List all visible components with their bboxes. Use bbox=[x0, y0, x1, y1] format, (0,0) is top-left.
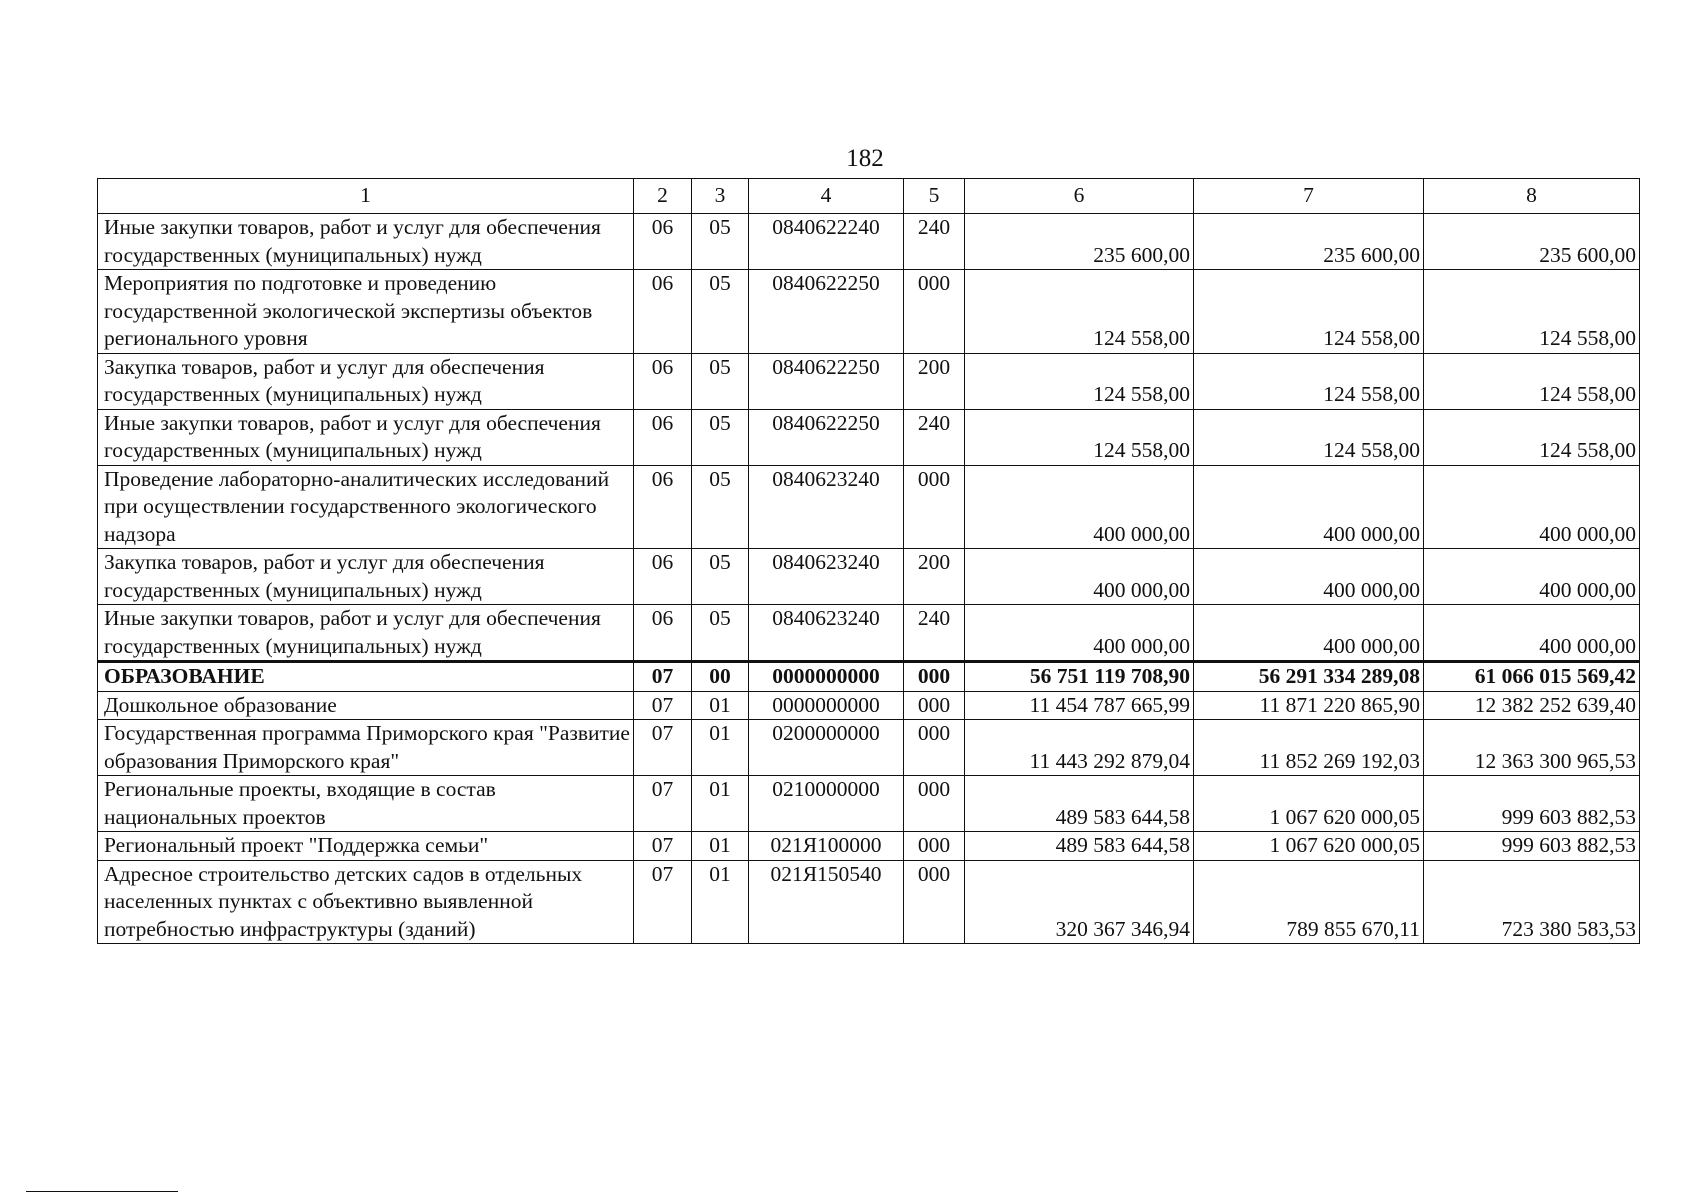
footnote-separator bbox=[26, 1191, 178, 1192]
row-subsection-cell: 05 bbox=[692, 353, 749, 409]
row-target-article-cell: 021Я100000 bbox=[749, 832, 904, 861]
table-row bbox=[98, 832, 1640, 861]
row-amount-7-cell: 124 558,00 bbox=[1194, 353, 1424, 409]
table-row bbox=[98, 353, 1640, 409]
row-target-article-cell: 0000000000 bbox=[749, 662, 904, 692]
row-amount-7-cell: 11 871 220 865,90 bbox=[1194, 691, 1424, 720]
row-section-cell: 06 bbox=[634, 353, 692, 409]
row-name-cell: Иные закупки товаров, работ и услуг для обеспечения государственных (муниципальных) нужд bbox=[98, 409, 634, 465]
row-amount-6-cell: 489 583 644,58 bbox=[965, 832, 1194, 861]
row-expense-type-cell: 000 bbox=[904, 832, 965, 861]
row-target-article-cell: 0840622250 bbox=[749, 409, 904, 465]
header-cell-7: 7 bbox=[1194, 179, 1424, 214]
row-amount-8-cell: 124 558,00 bbox=[1424, 353, 1640, 409]
budget-table bbox=[97, 178, 1640, 944]
row-section-cell: 07 bbox=[634, 776, 692, 832]
row-name-cell: Закупка товаров, работ и услуг для обеспечения государственных (муниципальных) нужд bbox=[98, 353, 634, 409]
table-row bbox=[98, 214, 1640, 270]
table-row bbox=[98, 409, 1640, 465]
row-amount-8-cell: 723 380 583,53 bbox=[1424, 860, 1640, 944]
row-subsection-cell: 01 bbox=[692, 832, 749, 861]
row-subsection-cell: 01 bbox=[692, 776, 749, 832]
row-amount-7-cell: 1 067 620 000,05 bbox=[1194, 832, 1424, 861]
row-target-article-cell: 0840623240 bbox=[749, 465, 904, 549]
row-amount-6-cell: 124 558,00 bbox=[965, 270, 1194, 354]
row-subsection-cell: 05 bbox=[692, 214, 749, 270]
row-amount-7-cell: 400 000,00 bbox=[1194, 465, 1424, 549]
row-amount-6-cell: 124 558,00 bbox=[965, 409, 1194, 465]
row-subsection-cell: 05 bbox=[692, 270, 749, 354]
row-section-cell: 07 bbox=[634, 662, 692, 692]
row-target-article-cell: 0200000000 bbox=[749, 720, 904, 776]
row-amount-8-cell: 61 066 015 569,42 bbox=[1424, 662, 1640, 692]
row-name-cell: Мероприятия по подготовке и проведению государственной экологической экспертизы объектов регионального уровня bbox=[98, 270, 634, 354]
row-target-article-cell: 0840623240 bbox=[749, 549, 904, 605]
row-amount-8-cell: 400 000,00 bbox=[1424, 605, 1640, 662]
table-row bbox=[98, 691, 1640, 720]
row-amount-7-cell: 789 855 670,11 bbox=[1194, 860, 1424, 944]
row-amount-7-cell: 400 000,00 bbox=[1194, 549, 1424, 605]
row-amount-6-cell: 489 583 644,58 bbox=[965, 776, 1194, 832]
row-section-cell: 07 bbox=[634, 860, 692, 944]
row-amount-7-cell: 56 291 334 289,08 bbox=[1194, 662, 1424, 692]
row-section-cell: 06 bbox=[634, 465, 692, 549]
row-amount-7-cell: 1 067 620 000,05 bbox=[1194, 776, 1424, 832]
header-row bbox=[98, 179, 1640, 214]
row-amount-7-cell: 11 852 269 192,03 bbox=[1194, 720, 1424, 776]
row-amount-7-cell: 124 558,00 bbox=[1194, 270, 1424, 354]
row-amount-6-cell: 11 454 787 665,99 bbox=[965, 691, 1194, 720]
header-cell-3: 3 bbox=[692, 179, 749, 214]
row-name-cell: Закупка товаров, работ и услуг для обеспечения государственных (муниципальных) нужд bbox=[98, 549, 634, 605]
row-amount-8-cell: 124 558,00 bbox=[1424, 409, 1640, 465]
row-section-cell: 06 bbox=[634, 409, 692, 465]
row-expense-type-cell: 240 bbox=[904, 605, 965, 662]
row-amount-6-cell: 11 443 292 879,04 bbox=[965, 720, 1194, 776]
row-amount-8-cell: 999 603 882,53 bbox=[1424, 832, 1640, 861]
row-name-cell: Проведение лабораторно-аналитических исследований при осуществлении государственного экологического надзора bbox=[98, 465, 634, 549]
row-expense-type-cell: 000 bbox=[904, 465, 965, 549]
row-expense-type-cell: 000 bbox=[904, 270, 965, 354]
row-name-cell: Иные закупки товаров, работ и услуг для обеспечения государственных (муниципальных) нужд bbox=[98, 605, 634, 662]
row-amount-6-cell: 400 000,00 bbox=[965, 605, 1194, 662]
table-row bbox=[98, 270, 1640, 354]
row-target-article-cell: 0840622240 bbox=[749, 214, 904, 270]
row-amount-8-cell: 400 000,00 bbox=[1424, 549, 1640, 605]
row-expense-type-cell: 200 bbox=[904, 353, 965, 409]
page-number: 182 bbox=[846, 145, 884, 172]
row-section-cell: 06 bbox=[634, 214, 692, 270]
row-subsection-cell: 00 bbox=[692, 662, 749, 692]
row-subsection-cell: 05 bbox=[692, 465, 749, 549]
table-row bbox=[98, 860, 1640, 944]
row-section-cell: 06 bbox=[634, 549, 692, 605]
row-amount-6-cell: 56 751 119 708,90 bbox=[965, 662, 1194, 692]
row-amount-6-cell: 124 558,00 bbox=[965, 353, 1194, 409]
row-section-cell: 06 bbox=[634, 605, 692, 662]
header-cell-4: 4 bbox=[749, 179, 904, 214]
row-name-cell: Региональные проекты, входящие в состав национальных проектов bbox=[98, 776, 634, 832]
row-amount-6-cell: 235 600,00 bbox=[965, 214, 1194, 270]
row-amount-7-cell: 124 558,00 bbox=[1194, 409, 1424, 465]
row-subsection-cell: 01 bbox=[692, 691, 749, 720]
row-target-article-cell: 0210000000 bbox=[749, 776, 904, 832]
row-subsection-cell: 05 bbox=[692, 549, 749, 605]
row-subsection-cell: 01 bbox=[692, 860, 749, 944]
row-section-cell: 07 bbox=[634, 691, 692, 720]
header-cell-2: 2 bbox=[634, 179, 692, 214]
row-target-article-cell: 0840622250 bbox=[749, 270, 904, 354]
row-section-cell: 07 bbox=[634, 832, 692, 861]
table-row bbox=[98, 465, 1640, 549]
row-section-cell: 06 bbox=[634, 270, 692, 354]
header-cell-6: 6 bbox=[965, 179, 1194, 214]
row-target-article-cell: 0000000000 bbox=[749, 691, 904, 720]
row-name-cell: ОБРАЗОВАНИЕ bbox=[98, 662, 634, 692]
table-row bbox=[98, 605, 1640, 662]
row-name-cell: Государственная программа Приморского края "Развитие образования Приморского края" bbox=[98, 720, 634, 776]
row-subsection-cell: 01 bbox=[692, 720, 749, 776]
row-amount-8-cell: 400 000,00 bbox=[1424, 465, 1640, 549]
table-row bbox=[98, 776, 1640, 832]
row-name-cell: Региональный проект "Поддержка семьи" bbox=[98, 832, 634, 861]
row-subsection-cell: 05 bbox=[692, 605, 749, 662]
header-cell-8: 8 bbox=[1424, 179, 1640, 214]
row-amount-8-cell: 999 603 882,53 bbox=[1424, 776, 1640, 832]
row-target-article-cell: 0840622250 bbox=[749, 353, 904, 409]
header-cell-1: 1 bbox=[98, 179, 634, 214]
header-cell-5: 5 bbox=[904, 179, 965, 214]
row-amount-8-cell: 12 382 252 639,40 bbox=[1424, 691, 1640, 720]
row-amount-8-cell: 12 363 300 965,53 bbox=[1424, 720, 1640, 776]
row-expense-type-cell: 240 bbox=[904, 409, 965, 465]
row-name-cell: Адресное строительство детских садов в отдельных населенных пунктах с объективно выявленной потребностью инфраструктуры (зданий) bbox=[98, 860, 634, 944]
row-name-cell: Иные закупки товаров, работ и услуг для обеспечения государственных (муниципальных) нужд bbox=[98, 214, 634, 270]
row-subsection-cell: 05 bbox=[692, 409, 749, 465]
row-expense-type-cell: 240 bbox=[904, 214, 965, 270]
table-row bbox=[98, 662, 1640, 692]
row-expense-type-cell: 200 bbox=[904, 549, 965, 605]
row-amount-8-cell: 124 558,00 bbox=[1424, 270, 1640, 354]
row-amount-6-cell: 320 367 346,94 bbox=[965, 860, 1194, 944]
row-amount-8-cell: 235 600,00 bbox=[1424, 214, 1640, 270]
row-expense-type-cell: 000 bbox=[904, 860, 965, 944]
row-amount-7-cell: 400 000,00 bbox=[1194, 605, 1424, 662]
row-amount-6-cell: 400 000,00 bbox=[965, 465, 1194, 549]
table-row bbox=[98, 549, 1640, 605]
row-target-article-cell: 021Я150540 bbox=[749, 860, 904, 944]
row-expense-type-cell: 000 bbox=[904, 776, 965, 832]
row-section-cell: 07 bbox=[634, 720, 692, 776]
row-amount-7-cell: 235 600,00 bbox=[1194, 214, 1424, 270]
row-name-cell: Дошкольное образование bbox=[98, 691, 634, 720]
table-body bbox=[98, 179, 1640, 944]
row-amount-6-cell: 400 000,00 bbox=[965, 549, 1194, 605]
row-expense-type-cell: 000 bbox=[904, 662, 965, 692]
row-expense-type-cell: 000 bbox=[904, 691, 965, 720]
row-expense-type-cell: 000 bbox=[904, 720, 965, 776]
table-row bbox=[98, 720, 1640, 776]
row-target-article-cell: 0840623240 bbox=[749, 605, 904, 662]
